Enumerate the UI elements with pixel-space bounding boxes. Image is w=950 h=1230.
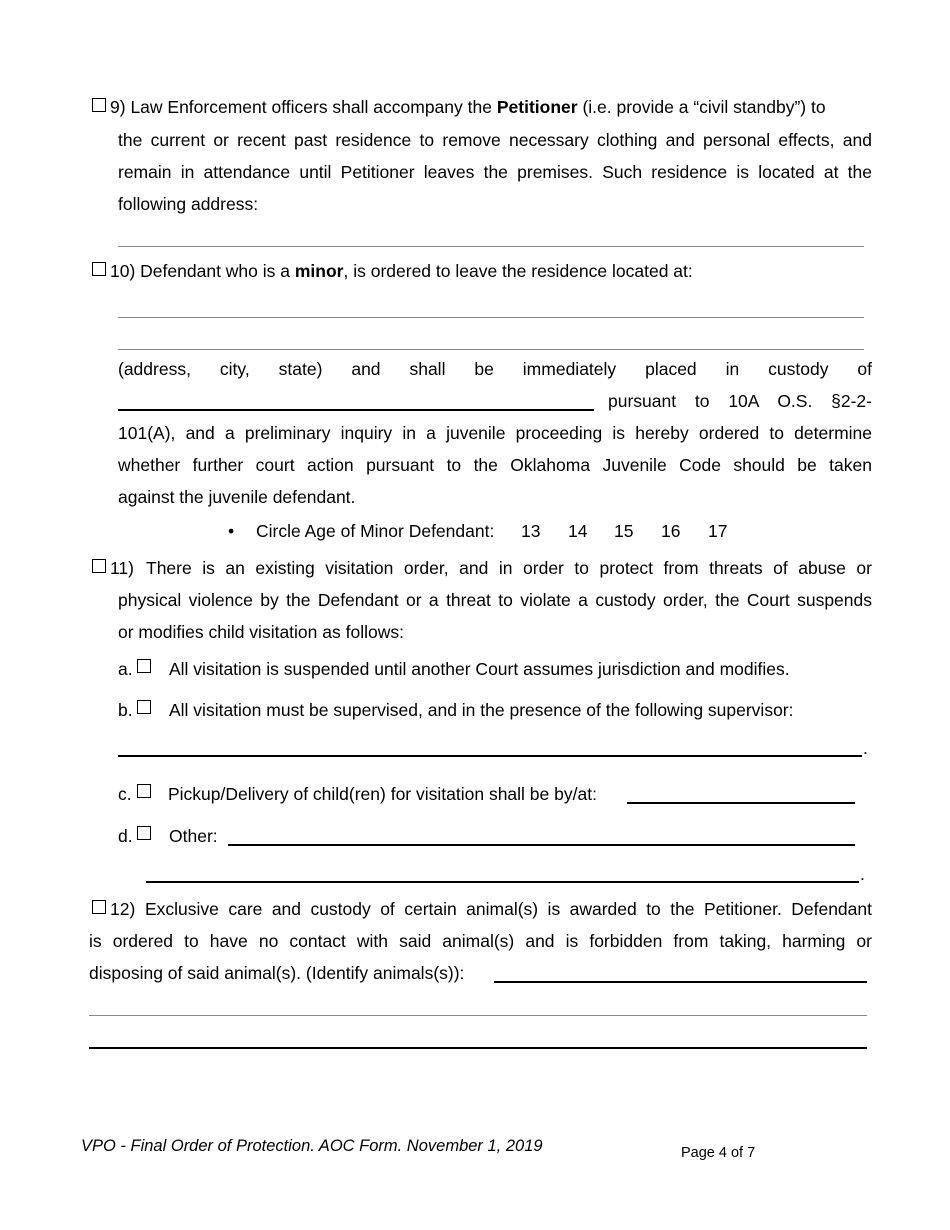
item9-line1 [110,97,826,118]
item11-a-text: All visitation is suspended until another Court assumes jurisdiction and modifies. [169,659,790,679]
item10-text-a: Defendant who is a [140,261,290,281]
item12-animals-field-3[interactable] [89,1047,867,1049]
item10-line-d: whether further court action pursuant to the Oklahoma Juvenile Code should be taken [118,455,872,475]
item10-text-b: , is ordered to leave the residence located at: [343,261,693,281]
item11-b-end: . [863,738,868,758]
item10-age-label: Circle Age of Minor Defendant: [256,521,495,541]
item12-checkbox[interactable] [92,900,106,914]
item10-line1 [110,261,693,282]
item11-d-text: Other: [169,826,218,846]
item11-b-text: All visitation must be supervised, and in the presence of the following supervisor: [169,700,794,720]
item11-other-field-2[interactable] [146,881,859,883]
item9-line2: the current or recent past residence to remove necessary clothing and personal effects, and [118,130,872,150]
item9-text-a: Law Enforcement officers shall accompany the [130,97,492,117]
item11-c-label: c. [118,784,132,804]
item10-address-field-1[interactable] [118,317,864,318]
footer-form-name: VPO - Final Order of Protection. AOC Form. November 1, 2019 [81,1137,543,1155]
item9-line3: remain in attendance until Petitioner leaves the premises. Such residence is located at the [118,162,872,182]
item9-petitioner: Petitioner [496,97,578,117]
item11-other-field-1[interactable] [228,844,855,846]
item10-address-field-2[interactable] [118,349,864,350]
item12-number: 12) [110,899,136,919]
item9-number: 9) [110,97,126,117]
item9-line4: following address: [118,194,259,214]
item11-d-checkbox[interactable] [137,826,151,840]
footer-page-number: Page 4 of 7 [681,1145,756,1161]
item11-a-checkbox[interactable] [137,659,151,673]
item11-number: 11) [110,558,134,578]
age-option-16[interactable]: 16 [661,521,681,541]
item11-line3: or modifies child visitation as follows: [118,622,404,642]
item9-text-b: (i.e. provide a “civil standby”) to [582,97,826,117]
item10-minor: minor [294,261,344,281]
item9-checkbox[interactable] [92,98,106,112]
item11-c-checkbox[interactable] [137,784,151,798]
item11-d-end: . [860,864,865,884]
item11-line1: There is an existing visitation order, and in order to protect from threats of abuse or [146,558,872,578]
age-option-17[interactable]: 17 [708,521,728,541]
item11-a-label: a. [118,659,133,679]
item11-line2: physical violence by the Defendant or a threat to violate a custody order, the Court suspends [118,590,872,610]
item12-animals-field-2[interactable] [89,1015,867,1016]
item9-address-field[interactable] [118,246,864,247]
item10-line-a: (address, city, state) and shall be immediately placed in custody of [118,359,872,379]
item10-checkbox[interactable] [92,262,106,276]
item11-d-label: d. [118,826,133,846]
item11-pickup-field[interactable] [627,802,855,804]
item10-number: 10) [110,261,136,281]
item10-line-c: 101(A), and a preliminary inquiry in a juvenile proceeding is hereby ordered to determine [118,423,872,443]
item11-b-checkbox[interactable] [137,700,151,714]
age-option-15[interactable]: 15 [614,521,634,541]
item11-b-label: b. [118,700,133,720]
age-option-14[interactable]: 14 [568,521,588,541]
item12-animals-field-1[interactable] [494,981,867,983]
item11-supervisor-field[interactable] [118,755,862,757]
item11-checkbox[interactable] [92,559,106,573]
item11-c-text: Pickup/Delivery of child(ren) for visitation shall be by/at: [168,784,597,804]
item10-bullet: • [228,521,235,541]
item10-line-b: pursuant to 10A O.S. §2-2- [608,391,872,411]
item10-line-e: against the juvenile defendant. [118,487,356,507]
item10-custody-field[interactable] [118,409,594,411]
item12-line1: Exclusive care and custody of certain animal(s) is awarded to the Petitioner. Defendant [145,899,872,919]
age-option-13[interactable]: 13 [521,521,541,541]
item12-line3: disposing of said animal(s). (Identify animals(s)): [89,963,465,983]
item12-line2: is ordered to have no contact with said animal(s) and is forbidden from taking, harming or [89,931,872,951]
